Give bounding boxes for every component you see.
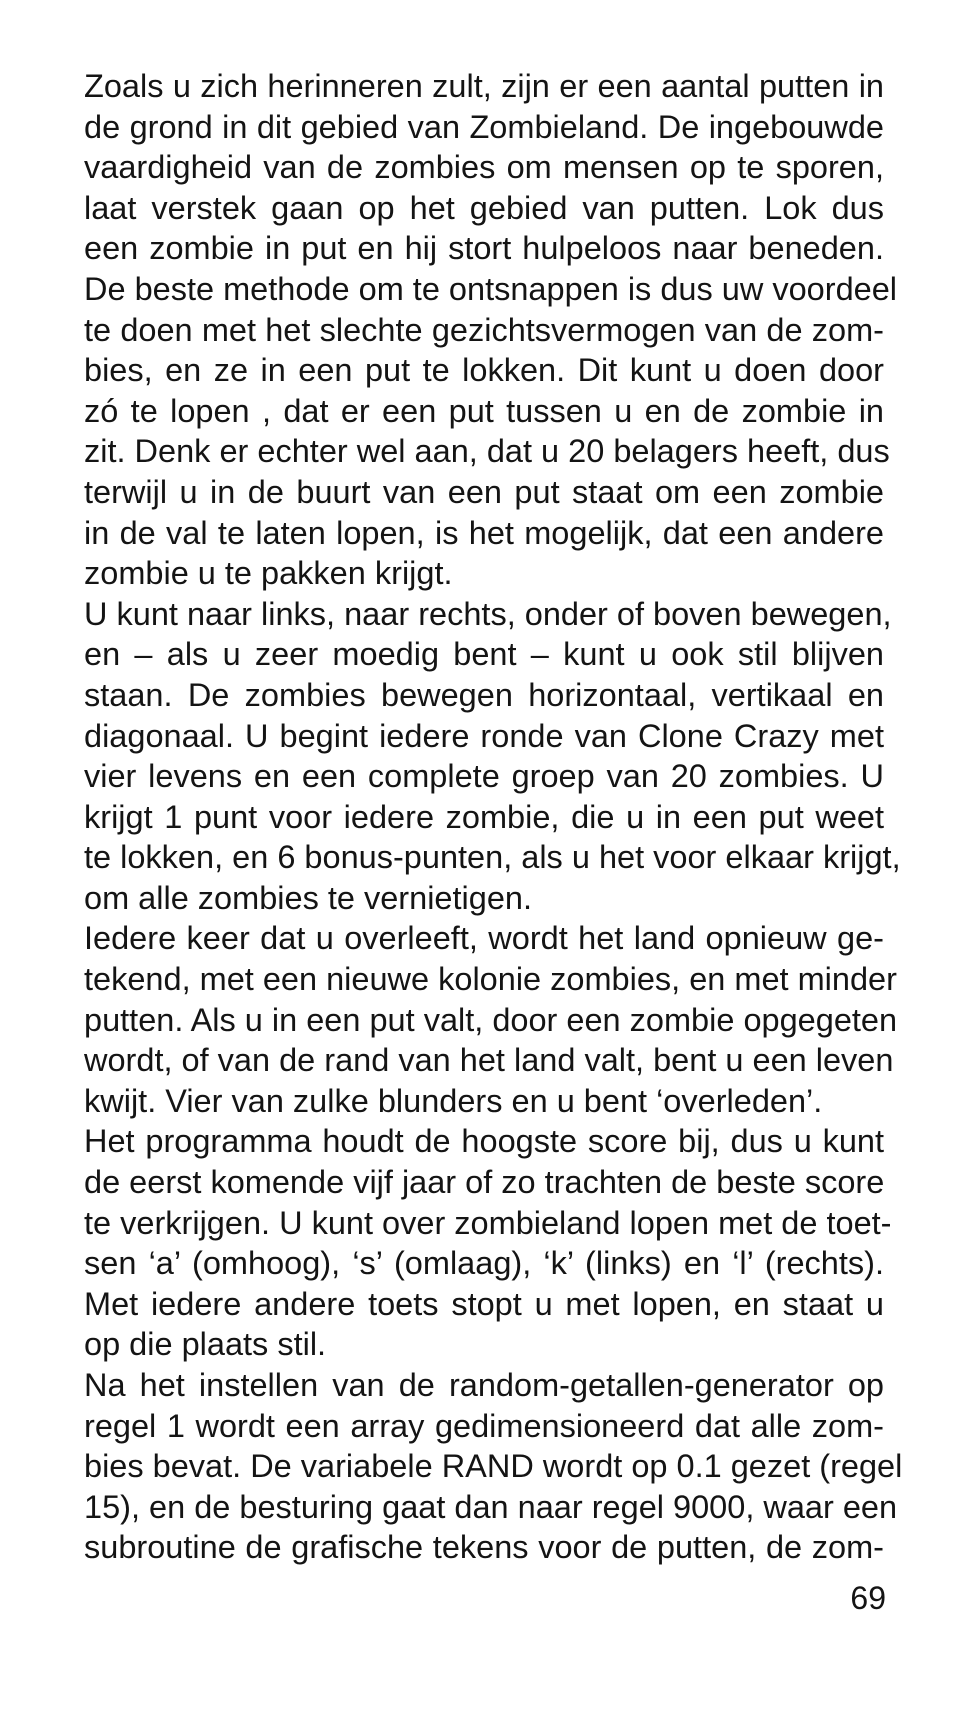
text-line: subroutine de grafische tekens voor de putten, de zom- (84, 1529, 884, 1566)
text-line: zombie u te pakken krijgt. (84, 555, 453, 592)
text-line: zit. Denk er echter wel aan, dat u 20 belagers heeft, dus (84, 433, 890, 470)
paragraph-3 (84, 918, 898, 1121)
text-line: bies bevat. De variabele RAND wordt op 0.1 gezet (regel (84, 1448, 903, 1485)
text-line: staan. De zombies bewegen horizontaal, vertikaal en (84, 676, 884, 713)
text-line: een zombie in put en hij stort hulpeloos naar beneden. (84, 230, 884, 267)
text-line: krijgt 1 punt voor iedere zombie, die u in een put weet (84, 798, 884, 835)
text-line: Iedere keer dat u overleeft, wordt het land opnieuw ge- (84, 920, 884, 957)
text-line: vier levens en een complete groep van 20 zombies. U (84, 758, 884, 795)
text-line: om alle zombies te vernietigen. (84, 879, 533, 916)
text-line: putten. Als u in een put valt, door een zombie opgegeten (84, 1001, 898, 1038)
text-line: in de val te laten lopen, is het mogelijk, dat een andere (84, 514, 884, 551)
text-line: U kunt naar links, naar rechts, onder of boven bewegen, (84, 595, 892, 632)
text-line: terwijl u in de buurt van een put staat om een zombie (84, 473, 884, 510)
page-body (84, 66, 903, 1568)
text-line: zó te lopen , dat er een put tussen u en de zombie in (84, 392, 884, 429)
text-line: de grond in dit gebied van Zombieland. De ingebouwde (84, 108, 884, 145)
text-line: diagonaal. U begint iedere ronde van Clone Crazy met (84, 717, 884, 754)
text-line: Zoals u zich herinneren zult, zijn er een aantal putten in (84, 68, 884, 104)
text-line: wordt, of van de rand van het land valt, bent u een leven (84, 1042, 894, 1079)
text-line: bies, en ze in een put te lokken. Dit kunt u doen door (84, 352, 884, 389)
text-line: kwijt. Vier van zulke blunders en u bent ‘overleden’. (84, 1082, 823, 1119)
text-line: Na het instellen van de random-getallen-generator op (84, 1367, 884, 1403)
text-line: en – als u zeer moedig bent – kunt u ook stil blijven (84, 636, 884, 673)
text-line: de eerst komende vijf jaar of zo trachten de beste score (84, 1164, 885, 1201)
text-line: De beste methode om te ontsnappen is dus uw voordeel (84, 270, 898, 307)
paragraph-4 (84, 1121, 892, 1365)
text-line: laat verstek gaan op het gebied van putten. Lok dus (84, 189, 884, 226)
text-line: te lokken, en 6 bonus-punten, als u het voor elkaar krijgt, (84, 839, 901, 876)
text-line: 15), en de besturing gaat dan naar regel 9000, waar een (84, 1488, 898, 1525)
text-line: vaardigheid van de zombies om mensen op te sporen, (84, 149, 884, 186)
text-line: op die plaats stil. (84, 1326, 327, 1363)
paragraph-1 (84, 66, 898, 594)
text-line: te doen met het slechte gezichtsvermogen van de zom- (84, 311, 884, 348)
paragraph-2 (84, 594, 901, 919)
page-number: 69 (850, 1580, 886, 1616)
text-line: tekend, met een nieuwe kolonie zombies, en met minder (84, 961, 897, 998)
text-line: sen ‘a’ (omhoog), ‘s’ (omlaag), ‘k’ (links) en ‘l’ (rechts). (84, 1245, 884, 1282)
text-line: te verkrijgen. U kunt over zombieland lopen met de toet- (84, 1204, 892, 1241)
text-line: Het programma houdt de hoogste score bij, dus u kunt (84, 1123, 884, 1160)
paragraph-5 (84, 1365, 903, 1568)
text-line: regel 1 wordt een array gedimensioneerd dat alle zom- (84, 1407, 884, 1444)
text-line: Met iedere andere toets stopt u met lopen, en staat u (84, 1285, 884, 1322)
